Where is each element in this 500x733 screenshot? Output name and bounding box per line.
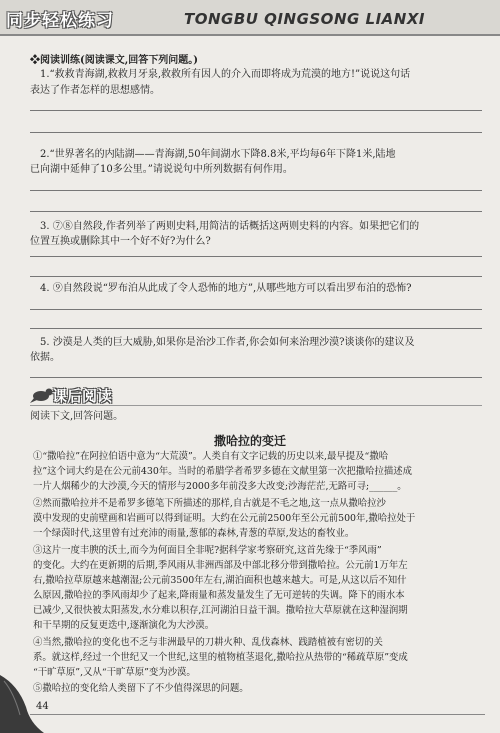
header-pinyin: TONGBU QINGSONG LIANXI <box>184 10 425 28</box>
article-line: 的变化。大约在更新期的后期,季风雨从非洲西部及中部北移分带到撒哈拉。公元前1万年左 <box>33 560 408 571</box>
answer-line[interactable] <box>30 377 482 378</box>
article-line: 一片人烟稀少的大沙漠,今天的情形与2000多年前没多大改变;沙海茫茫,无路可寻;______。 <box>33 481 407 492</box>
leaf-decoration-icon <box>0 645 44 733</box>
article-line: 一个绿茵时代,这里曾有过充沛的雨量,葱郁的森林,青葱的草原,发达的畜牧业。 <box>33 528 355 539</box>
article-line: ③这片一度丰腴的沃土,而今为何面目全非呢?据科学家考察研究,这首先缘于“季风雨” <box>33 545 382 556</box>
question-2-line-2: 已向湖中延伸了10多公里。”请说说句中所列数据有何作用。 <box>30 164 293 175</box>
page-header <box>0 0 500 34</box>
header-title: 同步轻松练习 <box>6 11 114 31</box>
header-divider <box>0 34 500 36</box>
reading-instruction: 阅读下文,回答问题。 <box>30 411 124 422</box>
article-line: 系。就这样,经过一个世纪又一个世纪,这里的植物植茎退化,撒哈拉从热带的“稀疏草原”变成 <box>33 652 408 663</box>
footer-divider <box>30 714 485 715</box>
section-title: 课后阅读 <box>52 387 113 405</box>
question-5-line-1: 5. 沙漠是人类的巨大威胁,如果你是治沙工作者,你会如何来治理沙漠?谈谈你的建议及 <box>40 337 415 348</box>
article-line: “干旷草原”,又从“干旷草原”变为沙漠。 <box>33 667 196 678</box>
answer-line[interactable] <box>30 211 482 212</box>
question-2-line-1: 2.“世界著名的内陆湖——青海湖,50年间湖水下降8.8米,平均每6年下降1米,陆地 <box>40 149 396 160</box>
question-5-line-2: 依据。 <box>30 352 60 363</box>
answer-line[interactable] <box>30 190 482 191</box>
article-line: 漠中发现的史前壁画和岩画可以得到证明。大约在公元前2500年至公元前500年,撒哈拉处于 <box>33 513 416 524</box>
article-line: ⑤撒哈拉的变化给人类留下了不少值得深思的问题。 <box>33 683 249 694</box>
question-4-line-1: 4. ⑨自然段说“罗布泊从此成了令人恐怖的地方”,从哪些地方可以看出罗布泊的恐怖? <box>40 283 412 294</box>
article-title: 撒哈拉的变迁 <box>213 434 286 448</box>
article-line: 么原因,撒哈拉的季风雨却少了起来,降雨量和蒸发量发生了无可逆转的失调。降下的雨水本 <box>33 590 405 601</box>
reading-intro: ❖阅读训练(阅读课文,回答下列问题。) <box>30 55 198 66</box>
article-line: 和干旱期的反复更迭中,逐渐演化为大沙漠。 <box>33 620 215 631</box>
answer-line[interactable] <box>30 132 482 133</box>
article-line: 拉”这个词大约是在公元前430年。当时的希腊学者希罗多德在文献里第一次把撒哈拉描述成 <box>33 466 412 477</box>
article-line: ④当然,撒哈拉的变化也不乏与非洲最早的刀耕火种、乱伐森林、践踏植被有密切的关 <box>33 637 383 648</box>
question-1-line-2: 表达了作者怎样的思想感情。 <box>30 85 160 96</box>
article-line: ②然而撒哈拉并不是希罗多德笔下所描述的那样,自古就是不毛之地,这一点从撒哈拉沙 <box>33 498 386 509</box>
article-line: ①“撒哈拉”在阿拉伯语中意为“大荒漠”。人类自有文字记载的历史以来,最早提及“撒哈 <box>33 451 389 462</box>
answer-line[interactable] <box>30 328 482 329</box>
answer-line[interactable] <box>30 110 482 111</box>
answer-line[interactable] <box>30 276 482 277</box>
answer-line[interactable] <box>30 256 482 257</box>
question-3-line-1: 3. ⑦⑧自然段,作者列举了两则史料,用简洁的话概括这两则史料的内容。如果把它们的 <box>40 221 420 232</box>
page-number: 44 <box>36 701 49 712</box>
article-line: 右,撒哈拉草原越来越潮湿;公元前3500年左右,湖泊面积也越来越大。可是,从这以后不知什 <box>33 575 407 586</box>
article-line: 已减少,又很快被太阳蒸发,水分难以积存,江河湖泊日益干涸。撒哈拉大草原就在这种湿润期 <box>33 605 408 616</box>
answer-line[interactable] <box>30 309 482 310</box>
question-1-line-1: 1.“救救青海湖,救救月牙泉,救救所有因人的介入而即将成为荒漠的地方!”说说这句话 <box>40 69 411 80</box>
question-3-line-2: 位置互换或删除其中一个好不好?为什么? <box>30 236 211 247</box>
section-divider <box>30 405 482 406</box>
